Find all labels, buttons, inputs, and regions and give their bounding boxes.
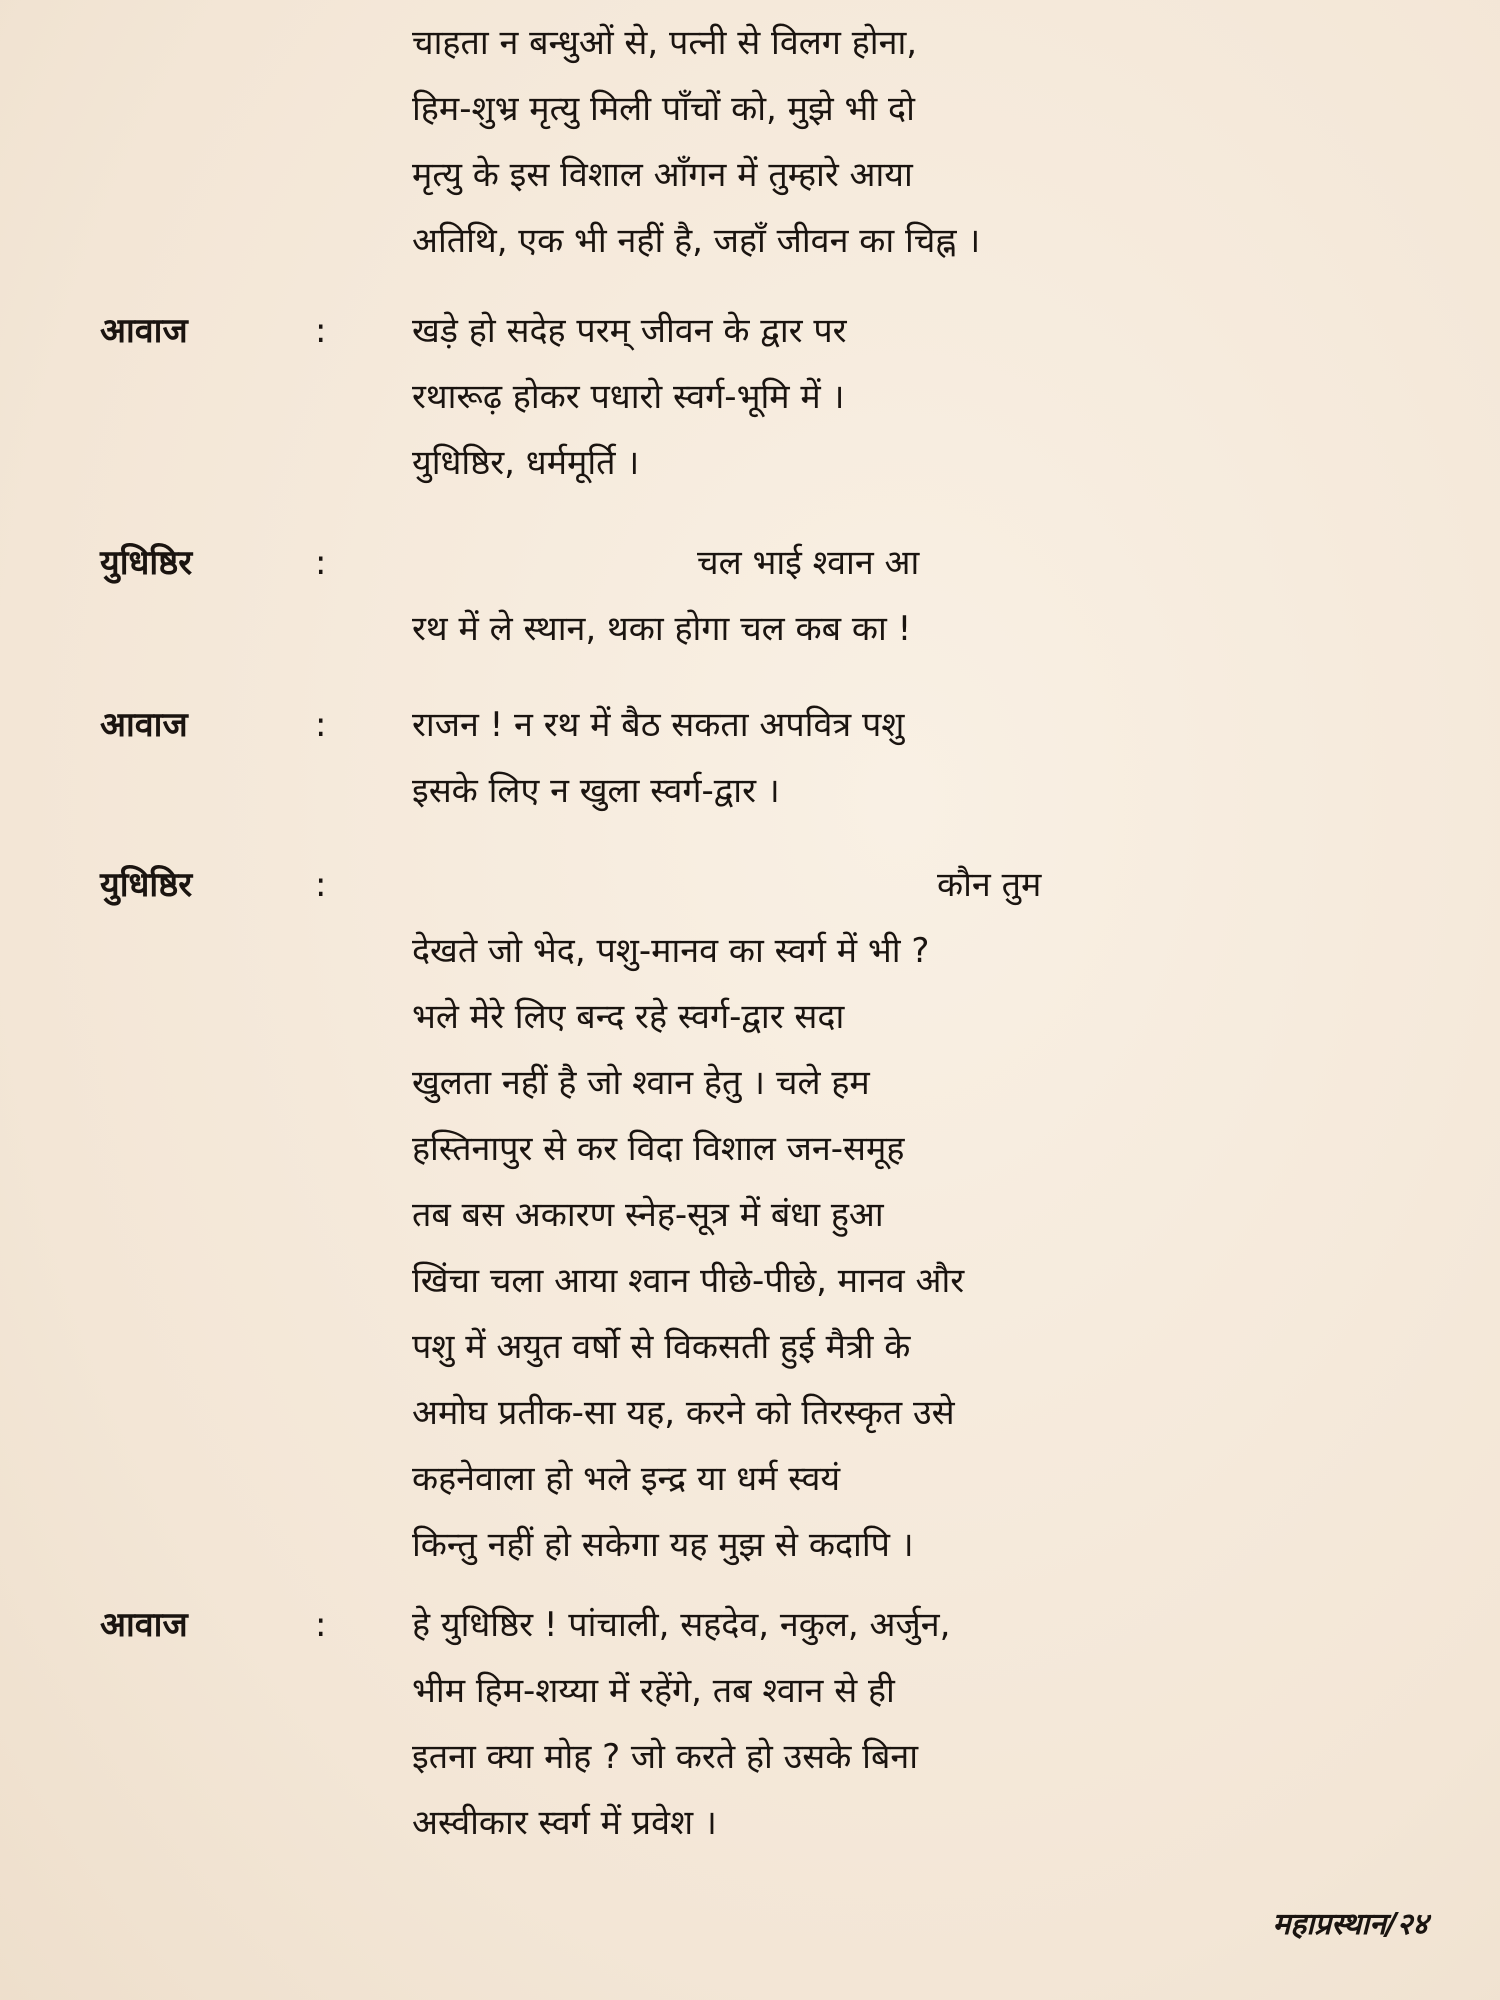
speaker-name: युधिष्ठिर [100,543,193,583]
dialogue-line: इतना क्या मोह ? जो करते हो उसके बिना [412,1737,919,1777]
speaker-colon: : [315,1605,327,1645]
dialogue-line: इसके लिए न खुला स्वर्ग-द्वार । [412,771,780,811]
speaker-name: आवाज [100,705,188,745]
verse-line: मृत्यु के इस विशाल आँगन में तुम्हारे आया [412,155,913,195]
dialogue-line: खुलता नहीं है जो श्वान हेतु । चले हम [412,1063,870,1103]
page-footer: महाप्रस्थान/२४ [1272,1907,1428,1942]
dialogue-lines [412,1592,1472,1856]
dialogue-line: रथ में ले स्थान, थका होगा चल कब का ! [412,609,912,649]
dialogue-line: खिंचा चला आया श्वान पीछे-पीछे, मानव और [412,1261,965,1301]
speaker-colon: : [315,543,327,583]
dialogue-lines [412,530,1472,662]
speaker-name: युधिष्ठिर [100,865,193,905]
dialogue-line: अस्वीकार स्वर्ग में प्रवेश । [412,1803,717,1843]
dialogue-line: पशु में अयुत वर्षो से विकसती हुई मैत्री के [412,1327,911,1367]
dialogue-line: कहनेवाला हो भले इन्द्र या धर्म स्वयं [412,1459,841,1499]
verse-line: अतिथि, एक भी नहीं है, जहाँ जीवन का चिह्न । [412,221,981,261]
dialogue-line: कौन तुम [937,865,1042,905]
verse-lines [412,10,1472,274]
dialogue-line: तब बस अकारण स्नेह-सूत्र में बंधा हुआ [412,1195,884,1235]
speaker-colon: : [315,705,327,745]
dialogue-lines [412,852,1472,1578]
dialogue-line: खड़े हो सदेह परम् जीवन के द्वार पर [412,311,847,351]
dialogue-lines [412,692,1472,824]
dialogue-line: अमोघ प्रतीक-सा यह, करने को तिरस्कृत उसे [412,1393,955,1433]
dialogue-line: भीम हिम-शय्या में रहेंगे, तब श्वान से ही [412,1671,895,1711]
dialogue-line: किन्तु नहीं हो सकेगा यह मुझ से कदापि । [412,1525,914,1565]
speaker-name: आवाज [100,311,188,351]
verse-line: चाहता न बन्धुओं से, पत्नी से विलग होना, [412,23,918,63]
verse-line: हिम-शुभ्र मृत्यु मिली पाँचों को, मुझे भी दो [412,89,915,129]
dialogue-line: भले मेरे लिए बन्द रहे स्वर्ग-द्वार सदा [412,997,845,1037]
dialogue-line: रथारूढ़ होकर पधारो स्वर्ग-भूमि में । [412,377,845,417]
dialogue-line: युधिष्ठिर, धर्ममूर्ति । [412,443,640,483]
dialogue-line: चल भाई श्वान आ [697,543,920,583]
dialogue-line: राजन ! न रथ में बैठ सकता अपवित्र पशु [412,705,905,745]
speaker-colon: : [315,311,327,351]
speaker-name: आवाज [100,1605,188,1645]
speaker-colon: : [315,865,327,905]
dialogue-line: देखते जो भेद, पशु-मानव का स्वर्ग में भी ? [412,931,930,971]
dialogue-lines [412,298,1472,496]
dialogue-line: हे युधिष्ठिर ! पांचाली, सहदेव, नकुल, अर्जुन, [412,1605,951,1645]
dialogue-line: हस्तिनापुर से कर विदा विशाल जन-समूह [412,1129,905,1169]
